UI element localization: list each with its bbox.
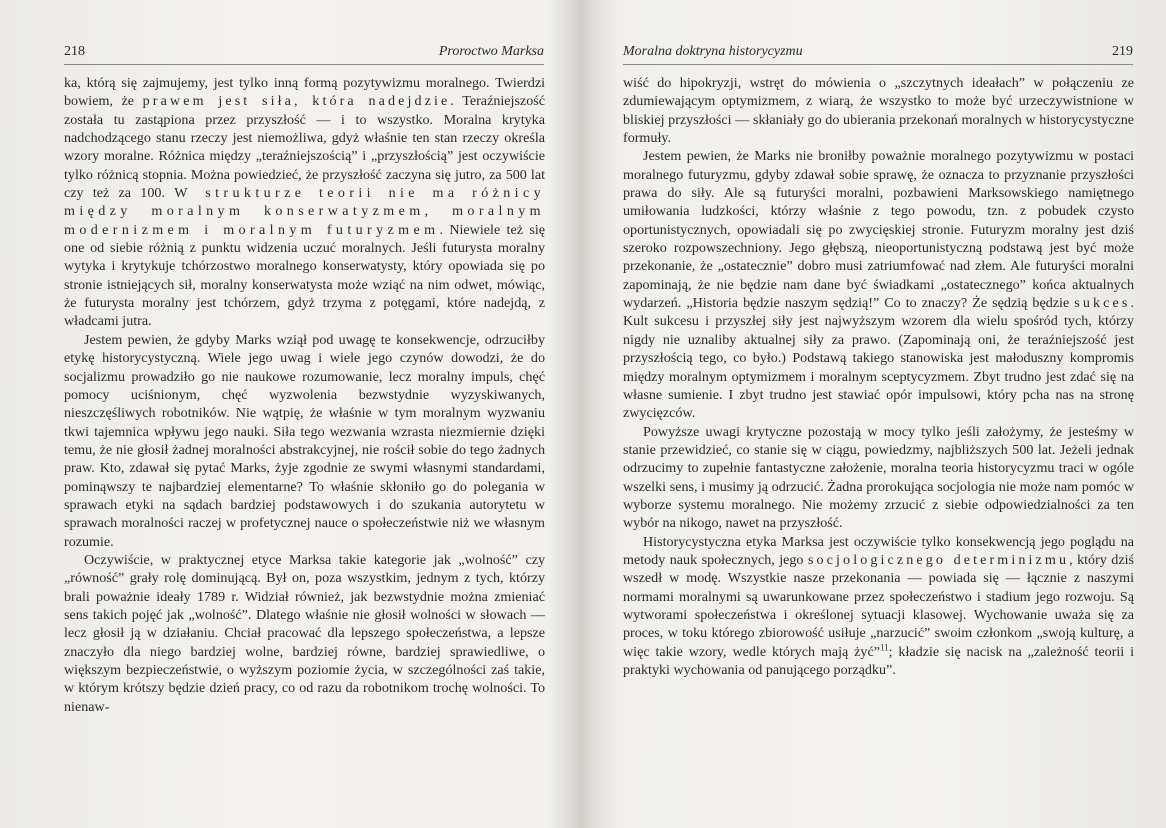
page-number: 218 [64,44,85,59]
text-run: Historycystyczna etyka Marksa jest oczywiście tylko konsekwencją jego poglądu na metody nauk społecznych, jego [623,533,1134,568]
running-head-title: Moralna doktryna historycyzmu [623,44,803,59]
header-rule [64,64,544,65]
right-page-body [623,74,1134,679]
paragraph [64,74,545,331]
paragraph [623,423,1134,533]
text-run: Jestem pewien, że gdyby Marks wziął pod uwagę te konsekwencje, odrzuciłby etykę historycystyczną. Wiele jego uwag i wiele jego czynów dowodzi, że do socjalizmu prowadziło go nie naukowe rozumowanie, lecz moralny impuls, chęć pomocy uciśnionym, chęć wyzwolenia bezwstydnie wyzyskiwanych, nieszczęśliwych robotników. Nie wątpię, że właśnie w tym moralnym wyzwaniu tkwi tajemnica wpływu jego nauki. Siła tego wezwania wzrasta niezmiernie dzięki temu, że nie głosił żadnej moralności abstrakcyjnej, nie rościł sobie do tego żadnych praw. Kto, zdawał się pytać Marks, żyje zgodnie ze swymi własnymi standardami, pominąwszy te najbardziej elementarne? To właśnie skłoniło go do polegania w sprawach etyki na sądach bardziej podstawowych i do szukania autorytetu w sprawach moralności raczej w profetycznej nauce o społeczeństwie niż we własnym rozumie. [64,331,545,550]
page-number: 219 [1112,44,1133,59]
text-run: , który dziś wszedł w modę. Wszystkie nasze przekonania — powiada się — łącznie z naszymi normami moralnymi są uwarunkowane przez społeczeństwo i stadium jego rozwoju. Są wytworami społeczeństwa i określonej sytuacji klasowej. Wychowanie uważa się za proces, w toku którego zbiorowość usiłuje „narzucić” swoim członkom „swoją kulturę, a więc takie wzory, wedle których mają żyć” [623,551,1134,660]
right-page [583,0,1166,828]
running-head-title: Proroctwo Marksa [438,44,544,59]
text-run: . Teraźniejszość została tu zastąpiona przez przyszłość — i to wszystko. Moralna krytyka nadchodzącego stanu rzeczy jest niemożliwa, gdyż właśnie ten stan rzeczy określa wzory moralne. Różnica między „teraźniejszością” i „przyszłością” jest oczywiście tylko różnicą stopnia. Można powiedzieć, że przyszłość zaczyna się jutro, za 500 lat czy też za 100. [64,93,545,202]
left-page-body [64,74,545,716]
paragraph [623,74,1134,147]
text-run: Powyższe uwagi krytyczne pozostają w mocy tylko jeśli założymy, że jesteśmy w stanie przewidzieć, co stanie się w ciągu, powiedzmy, najbliższych 500 lat. Jeżeli jednak odrzucimy to zupełnie fantastyczne założenie, moralna teoria historycyzmu traci w ogóle wszelki sens, i musimy ją odrzucić. Żadna prorokująca socjologia nie może nam pomóc w wyborze systemu moralnego. Nie możemy zrzucić z siebie odpowiedzialności za ten wybór na nikogo, nawet na przyszłość. [623,423,1134,532]
text-run: wiść do hipokryzji, wstręt do mówienia o „szczytnych ideałach” w połączeniu ze zdumiewającym optymizmem, z wiarą, że wszystko to może być urzeczywistnione w bliskiej przyszłości — skłaniały go do ubierania przekonań moralnych w historycystyczne formuły. [623,75,1134,147]
spaced-emphasis: sukces [1074,295,1131,312]
text-run: . Kult sukcesu i przyszłej siły jest najwyższym wzorem dla wielu spośród tych, którzy nigdy nie uznaliby aktualnej siły za prawo. (Zapominają oni, że teraźniejszość jest przyszłością tego, co było.) Podstawą takiego stanowiska jest małoduszny kompromis między moralnym optymizmem i moralnym sceptycyzmem. Zbyt trudno jest zdać się na własne sumienie. I zbyt trudno jest stawiać opór impulsowi, który pcha nas na stronę zwycięzców. [623,295,1134,422]
header-rule [623,64,1133,65]
text-run: ; kładzie się nacisk na „zależność teorii i praktyki wychowania od panującego porządku”. [623,643,1135,678]
spaced-emphasis: W strukturze teorii nie ma różnicy między moralnym konserwatyzmem, moralnym modernizmem i moralnym futuryzmem [64,185,545,238]
text-run: Oczywiście, w praktycznej etyce Marksa takie kategorie jak „wolność” czy „równość” grały rolę dominującą. Był on, poza wszystkim, jednym z tych, którzy brali poważnie ideały 1789 r. Widział również, jak bezwstydnie można zmieniać sens takich pojęć jak „wolność”. Dlatego właśnie nie głosił wolności w słowach — lecz głosił ją w działaniu. Chciał pracować dla lepszego społeczeństwa, a lepsze znaczyło dla niego bardziej wolne, bardziej równe, bardziej sprawiedliwe, o większym bezpieczeństwie, o wyższym poziomie życia, w szczególności zaś takie, w którym krótszy będzie dzień pracy, co od razu da robotnikom trochę wolności. To nienaw- [64,551,545,715]
right-running-head [623,44,1133,60]
spaced-emphasis: prawem jest siła, która nadejdzie [142,93,451,110]
paragraph [64,331,545,551]
left-running-head [64,44,544,60]
paragraph [623,147,1134,422]
text-run: ka, którą się zajmujemy, jest tylko inną formą pozytywizmu moralnego. Twierdzi bowiem, że [64,75,545,110]
paragraph [623,533,1134,680]
footnote-marker: 11 [879,641,889,652]
text-run: Jestem pewien, że Marks nie broniłby poważnie moralnego pozytywizmu w postaci moralnego futuryzmu, gdyby zdawał sobie sprawę, że oznacza to przyznanie przyszłości prawa do siły. Ale są futuryści moralni, pozbawieni Marksowskiego namiętnego umiłowania ludzkości, którzy właśnie z tego powodu, tzn. z pobudek czysto oportunistycznych, opowiadali się po zwycięskiej stronie. Futuryzm moralny jest dziś szeroko rozpowszechniony. Jego głębszą, nieoportunistyczną podstawą jest być może przekonanie, że „ostatecznie” dobro musi zatriumfować nad złem. Ale futuryści moralni zapominają, że nie będzie nam dane być świadkami „ostatecznego” końca aktualnych wydarzeń. „Historia będzie naszym sędzią!” Co to znaczy? Że sędzią będzie [623,148,1134,312]
text-run: . Niewiele też się one od siebie różnią z punktu widzenia uczuć moralnych. Jeśli futurysta moralny wytyka i krytykuje tchórzostwo moralnego konserwatysty, który opowiada się po stronie istniejących sił, moralny konserwatysta może wziąć na nim odwet, mówiąc, że futurysta moralny jest tchórzem, gdyż trzyma z potęgami, które nadejdą, z władcami jutra. [64,221,545,330]
paragraph [64,551,545,716]
spaced-emphasis: socjologicznego determinizmu [807,551,1070,568]
